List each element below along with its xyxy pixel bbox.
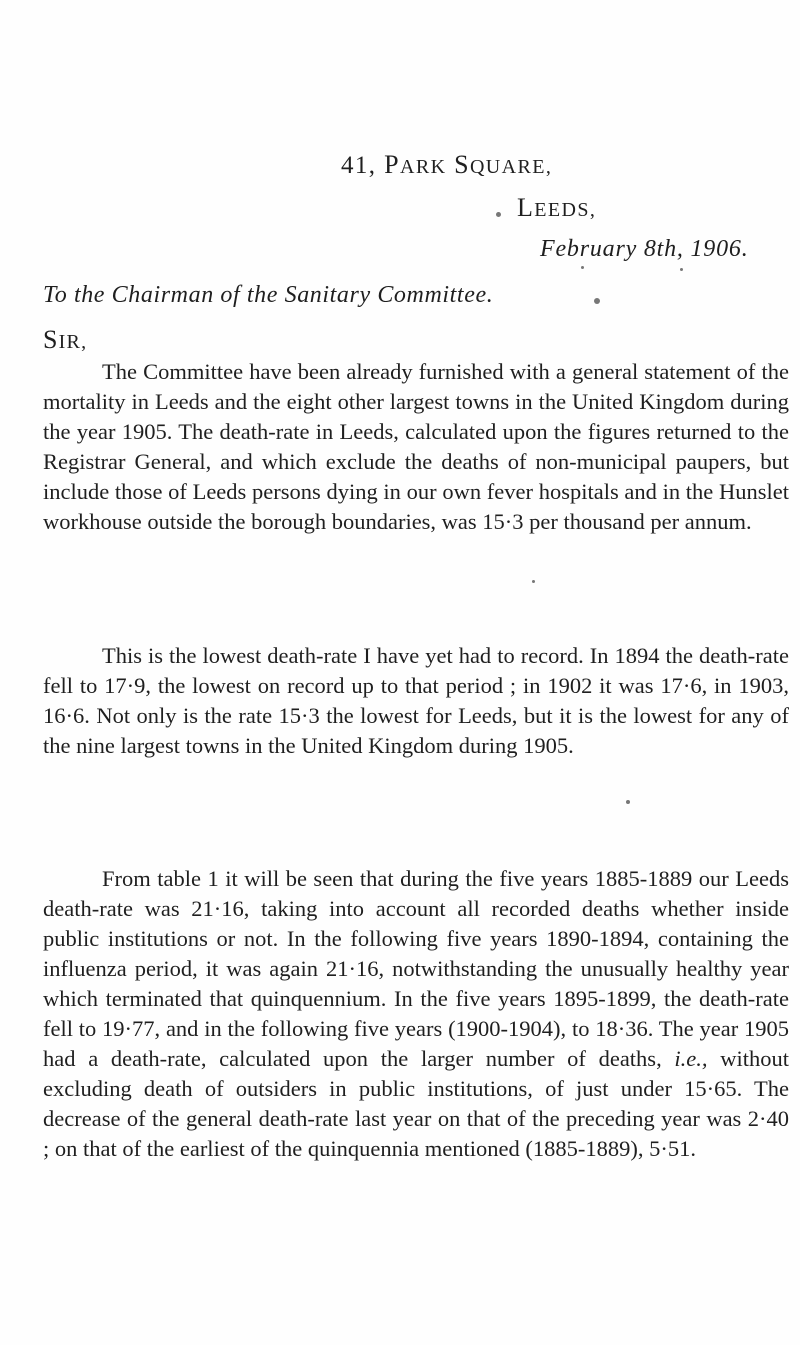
letter-date: February 8th, 1906. <box>540 236 749 262</box>
body-paragraph-1: The Committee have been already furnished with a general statement of the mortality in Leeds and the eight other largest towns in the United Kingdom during the year 1905. The death-rate in Leeds, calculated upon the figures returned to the Registrar General, and which exclude the deaths of non-municipal paupers, but include those of Leeds persons dying in our own fever hospitals and in the Hunslet workhouse outside the borough boundaries, was 15·3 per thousand per annum. <box>43 359 789 534</box>
address-number: 41, <box>341 152 377 179</box>
print-speck <box>532 580 535 583</box>
body-paragraph-3-part-a: From table 1 it will be seen that during the five years 1885-1889 our Leeds death-rate was 21·16, taking into account all recorded deaths whether inside public institutions or not. In the following five years 1890-1894, containing the influenza period, it was again 21·16, notwithstanding the unusually healthy year which terminated that quinquennium. In the five years 1895-1899, the death-rate fell to 19·77, and in the following five years (1900-1904), to 18·36. The year 1905 had a death-rate, calculated upon the larger number of deaths, <box>43 866 789 1071</box>
body-paragraph-3 <box>43 864 789 1164</box>
print-speck <box>581 266 584 269</box>
address-line-city: LEEDS, <box>517 193 597 222</box>
address-street: PARK SQUARE, <box>384 150 553 179</box>
ie-abbreviation: i.e., <box>674 1046 708 1071</box>
print-speck <box>680 268 683 271</box>
print-speck <box>594 298 600 304</box>
body-paragraph-2: This is the lowest death-rate I have yet had to record. In 1894 the death-rate fell to 17·9, the lowest on record up to that period ; in 1902 it was 17·6, in 1903, 16·6. Not only is the rate 15·3 the lowest for Leeds, but it is the lowest for any of the nine largest towns in the United Kingdom during 1905. <box>43 643 789 758</box>
body-paragraph-3-part-b: without excluding death of outsiders in public institutions, of just under 15·65. The decrease of the general death-rate last year on that of the preceding year was 2·40 ; on that of the earliest of the quinquennia mentioned (1885-1889), 5·51. <box>43 1046 790 1161</box>
addressee-line: To the Chairman of the Sanitary Committee. <box>43 282 494 308</box>
address-line-street <box>341 150 552 180</box>
salutation: SIR, <box>43 325 88 354</box>
print-speck <box>626 800 630 804</box>
print-speck <box>496 212 501 217</box>
